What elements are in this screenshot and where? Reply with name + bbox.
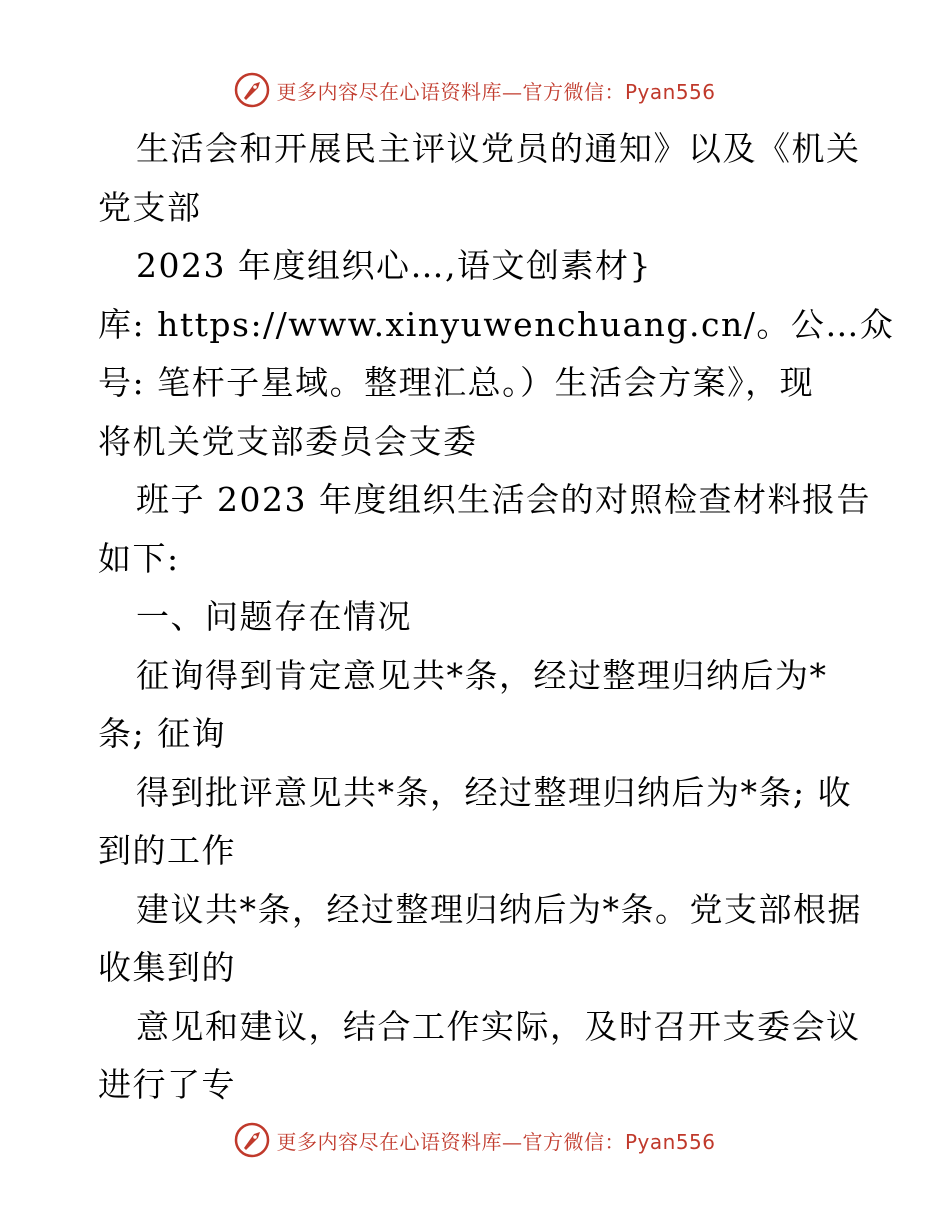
body-line: 建议共*条，经过整理归纳后为*条。党支部根据: [136, 889, 862, 929]
watermark-text: 更多内容尽在心语资料库—官方微信：Pyan556: [276, 79, 716, 104]
body-line: 库: https://www.xinyuwenchuang.cn/。公…众: [98, 304, 895, 344]
watermark-text: 更多内容尽在心语资料库—官方微信：Pyan556: [276, 1129, 716, 1154]
body-line: 班子 2023 年度组织生活会的对照检查材料报告: [136, 480, 871, 519]
body-line: 条; 征询: [98, 714, 227, 753]
body-line: 征询得到肯定意见共*条，经过整理归纳后为*: [136, 655, 828, 695]
footer-watermark: [0, 1118, 950, 1162]
pen-nib-logo-icon: [234, 1122, 270, 1158]
body-line: 如下:: [98, 538, 180, 578]
header-watermark: [0, 68, 950, 112]
body-line: 到的工作: [98, 831, 236, 870]
body-line: 收集到的: [98, 948, 236, 987]
body-line: 进行了专: [98, 1065, 236, 1104]
body-line: 号: 笔杆子星域。整理汇总。）生活会方案》，现: [98, 363, 815, 402]
body-line: 将机关党支部委员会支委: [98, 421, 478, 461]
body-line: 生活会和开展民主评议党员的通知》以及《机关: [136, 129, 861, 168]
document-body: [98, 120, 895, 1115]
section-heading: 一、问题存在情况: [136, 597, 412, 636]
pen-nib-logo-icon: [234, 72, 270, 108]
body-line: 党支部: [98, 187, 202, 227]
body-line: 意见和建议，结合工作实际，及时召开支委会议: [136, 1006, 861, 1046]
body-line: 2023 年度组织心…,语文创素材}: [136, 246, 652, 285]
body-line: 得到批评意见共*条，经过整理归纳后为*条; 收: [136, 772, 853, 812]
